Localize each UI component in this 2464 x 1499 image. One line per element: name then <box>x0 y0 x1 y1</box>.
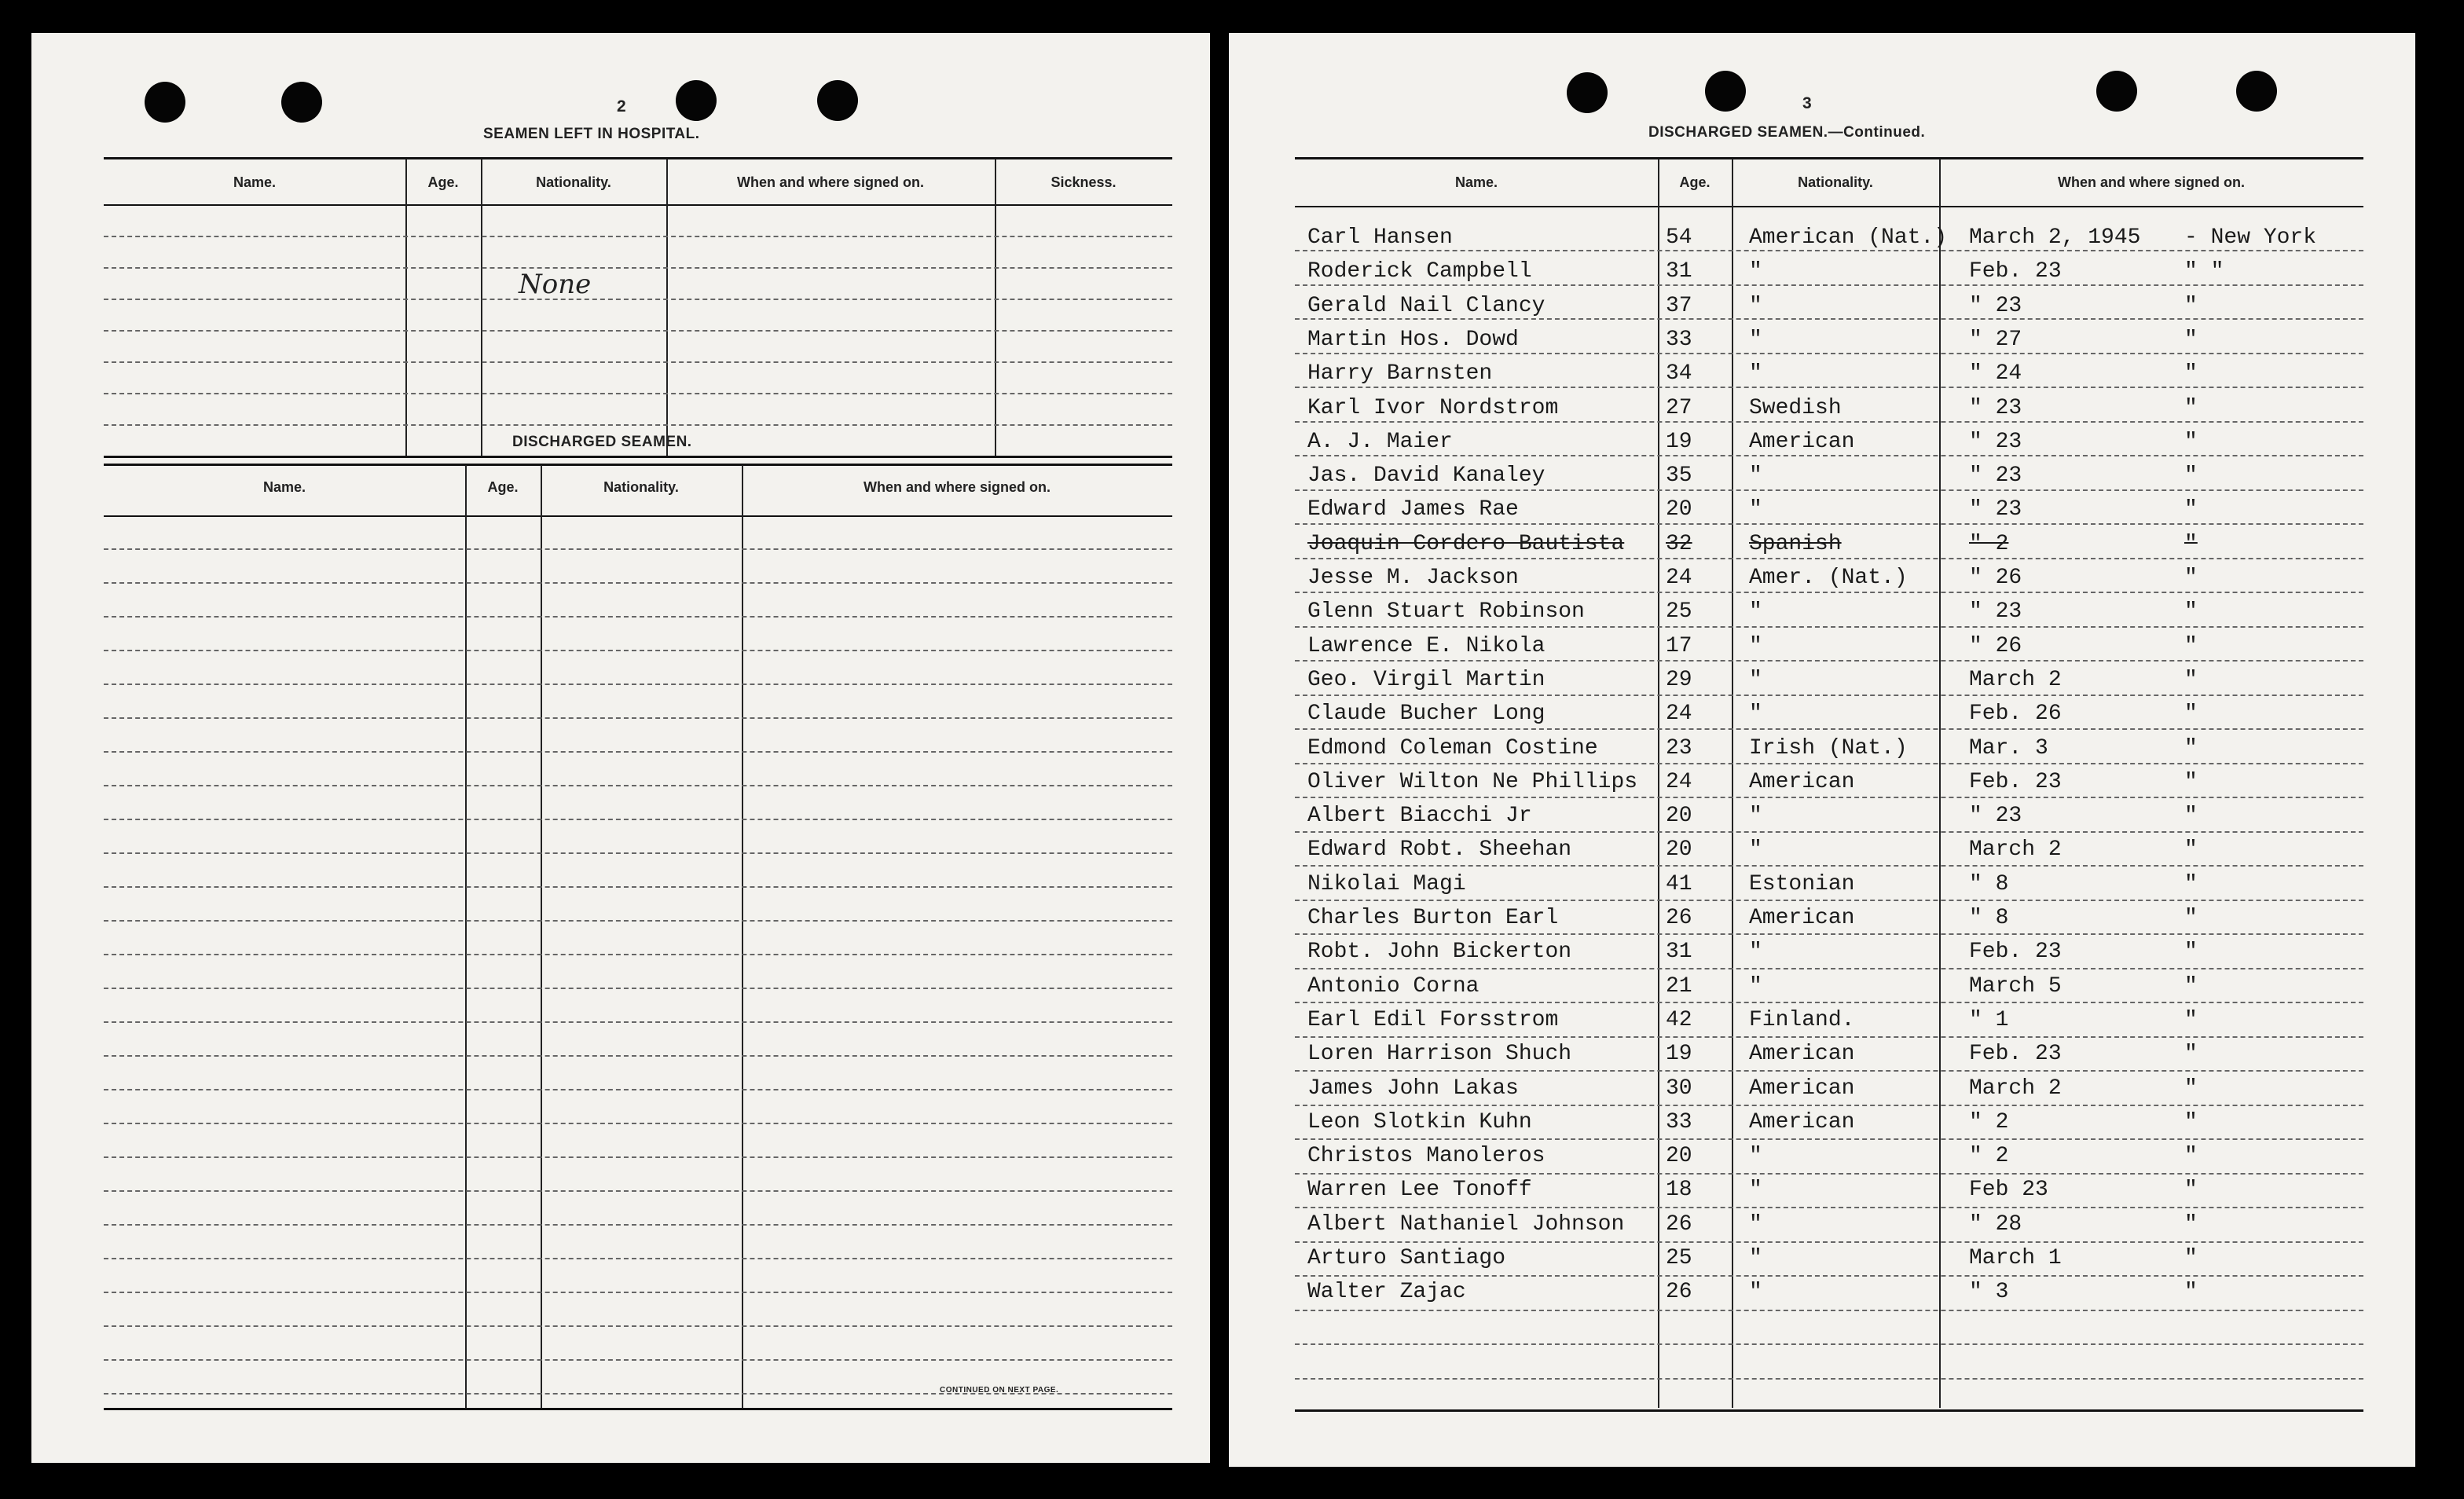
row-when: Feb. 23 <box>1969 940 2062 965</box>
column-divider <box>1658 159 1659 1408</box>
table-rule <box>104 204 1172 206</box>
row-when: Feb 23 <box>1969 1178 2048 1203</box>
ruled-line <box>104 616 1172 618</box>
ruled-line <box>104 582 1172 584</box>
row-age: 20 <box>1666 1144 1692 1169</box>
ruled-line <box>104 717 1172 719</box>
ruled-line <box>104 1190 1172 1192</box>
row-age: 30 <box>1666 1076 1692 1101</box>
row-name: Loren Harrison Shuch <box>1307 1042 1572 1067</box>
row-when: March 2 <box>1969 1076 2062 1101</box>
discharged-col-age: Age. <box>487 479 519 495</box>
discharged-col-signed-on: When and where signed on. <box>863 479 1051 495</box>
ruled-line <box>104 1021 1172 1023</box>
row-nationality: American <box>1749 906 1855 930</box>
row-when: " 1 <box>1969 1007 2009 1032</box>
hospital-entry-none: None <box>519 269 592 300</box>
row-when: " 23 <box>1969 395 2022 420</box>
row-when: " 26 <box>1969 633 2022 658</box>
row-nationality: " <box>1749 633 1762 658</box>
row-name: Jesse M. Jackson <box>1307 566 1519 590</box>
ruled-line <box>1295 900 2363 901</box>
ruled-line <box>104 785 1172 786</box>
row-name: Carl Hansen <box>1307 225 1453 250</box>
row-name: Geo. Virgil Martin <box>1307 667 1546 692</box>
ruled-line <box>104 920 1172 922</box>
ruled-line <box>1295 318 2363 320</box>
row-where: " <box>2184 667 2198 692</box>
hospital-col-signed-on: When and where signed on. <box>736 174 925 190</box>
row-name: Antonio Corna <box>1307 973 1480 999</box>
row-name: Edward Robt. Sheehan <box>1307 837 1572 863</box>
row-name: Jas. David Kanaley <box>1307 464 1546 489</box>
column-divider <box>666 159 668 456</box>
ruled-line <box>1295 728 2363 730</box>
row-nationality: Swedish <box>1749 395 1842 420</box>
row-when: " 23 <box>1969 464 2022 489</box>
row-when: " 2 <box>1969 1144 2009 1169</box>
row-nationality: " <box>1749 667 1762 692</box>
row-where: " <box>2184 566 2198 590</box>
row-age: 37 <box>1666 293 1692 318</box>
row-age: 31 <box>1666 259 1692 284</box>
ruled-line <box>1295 250 2363 251</box>
table-rule <box>1295 157 2363 159</box>
continued-footer: CONTINUED ON NEXT PAGE. <box>940 1386 1059 1395</box>
row-when: " 23 <box>1969 804 2022 829</box>
punch-hole <box>2236 71 2277 112</box>
ruled-line <box>104 299 1172 300</box>
row-when: Feb. 26 <box>1969 702 2062 727</box>
table-rule <box>104 464 1172 466</box>
row-where: " <box>2184 464 2198 489</box>
row-nationality: Estonian <box>1749 871 1855 896</box>
row-age: 24 <box>1666 566 1692 590</box>
column-divider <box>995 159 996 456</box>
ruled-line <box>1295 558 2363 559</box>
row-when: " 23 <box>1969 293 2022 318</box>
row-name: Albert Biacchi Jr <box>1307 804 1532 829</box>
row-when: " 26 <box>1969 566 2022 590</box>
row-name: James John Lakas <box>1307 1076 1519 1101</box>
row-name: Albert Nathaniel Johnson <box>1307 1211 1625 1237</box>
ruled-line <box>1295 1002 2363 1003</box>
row-age: 24 <box>1666 769 1692 794</box>
row-nationality: " <box>1749 327 1762 352</box>
right-page <box>1229 33 2415 1467</box>
row-nationality: " <box>1749 464 1762 489</box>
ruled-line <box>1295 284 2363 286</box>
row-when: " 23 <box>1969 599 2022 625</box>
row-where: " <box>2184 633 2198 658</box>
row-nationality: American (Nat.) <box>1749 225 1948 250</box>
ruled-line <box>104 751 1172 753</box>
column-divider <box>1732 159 1733 1408</box>
row-age: 31 <box>1666 940 1692 965</box>
row-age: 26 <box>1666 1211 1692 1237</box>
row-nationality: " <box>1749 837 1762 863</box>
ruled-line <box>1295 1275 2363 1277</box>
hospital-col-name: Name. <box>233 174 277 190</box>
row-nationality: " <box>1749 259 1762 284</box>
table-rule <box>104 515 1172 517</box>
column-divider <box>465 465 467 1408</box>
row-nationality: " <box>1749 1246 1762 1270</box>
ruled-line <box>104 650 1172 651</box>
ruled-line <box>104 267 1172 269</box>
column-divider <box>481 159 482 456</box>
row-age: 25 <box>1666 1246 1692 1270</box>
row-age: 35 <box>1666 464 1692 489</box>
row-nationality: " <box>1749 599 1762 625</box>
row-nationality: Finland. <box>1749 1007 1855 1032</box>
row-name: Arturo Santiago <box>1307 1246 1506 1270</box>
ruled-line <box>104 361 1172 363</box>
punch-hole <box>1705 71 1746 112</box>
ruled-line <box>104 1224 1172 1226</box>
row-nationality: American <box>1749 1042 1855 1067</box>
ruled-line <box>1295 968 2363 969</box>
row-age: 54 <box>1666 225 1692 250</box>
row-age: 20 <box>1666 804 1692 829</box>
row-nationality: " <box>1749 361 1762 387</box>
left-page <box>31 33 1210 1463</box>
row-where: " <box>2184 1007 2198 1032</box>
row-nationality: " <box>1749 1211 1762 1237</box>
row-when: March 2 <box>1969 667 2062 692</box>
row-name: Edmond Coleman Costine <box>1307 735 1598 760</box>
row-when: March 5 <box>1969 973 2062 999</box>
row-where: " <box>2184 735 2198 760</box>
punch-hole <box>145 82 185 123</box>
row-where: " <box>2184 1076 2198 1101</box>
row-age: 23 <box>1666 735 1692 760</box>
ruled-line <box>104 886 1172 888</box>
row-when: " 3 <box>1969 1280 2009 1305</box>
row-nationality: " <box>1749 804 1762 829</box>
table-rule <box>1295 1409 2363 1412</box>
row-where: " <box>2184 497 2198 522</box>
punch-hole <box>676 80 717 121</box>
ruled-line <box>1295 626 2363 628</box>
row-age: 33 <box>1666 327 1692 352</box>
row-when: " 8 <box>1969 871 2009 896</box>
row-age: 26 <box>1666 906 1692 930</box>
row-where: " <box>2184 769 2198 794</box>
row-name: Roderick Campbell <box>1307 259 1532 284</box>
ruled-line <box>104 819 1172 820</box>
ruled-line <box>1295 592 2363 593</box>
row-where: " <box>2184 1109 2198 1134</box>
row-age: 29 <box>1666 667 1692 692</box>
row-age: 42 <box>1666 1007 1692 1032</box>
row-age: 26 <box>1666 1280 1692 1305</box>
column-divider <box>1939 159 1941 1408</box>
row-nationality: American <box>1749 769 1855 794</box>
ruled-line <box>1295 695 2363 696</box>
row-where: " <box>2184 327 2198 352</box>
hospital-col-age: Age. <box>427 174 459 190</box>
row-name: Walter Zajac <box>1307 1280 1466 1305</box>
column-divider <box>541 465 542 1408</box>
row-where: " <box>2184 599 2198 625</box>
ruled-line <box>1295 523 2363 525</box>
row-when: " 27 <box>1969 327 2022 352</box>
ruled-line <box>104 1156 1172 1158</box>
row-when: March 2 <box>1969 837 2062 863</box>
col-nationality: Nationality. <box>1798 174 1873 190</box>
row-where: " <box>2184 429 2198 454</box>
ruled-line <box>104 1055 1172 1057</box>
table-rule <box>104 157 1172 159</box>
ruled-line <box>1295 1036 2363 1038</box>
row-when: Feb. 23 <box>1969 259 2062 284</box>
row-nationality: Amer. (Nat.) <box>1749 566 1908 590</box>
row-where: " <box>2184 804 2198 829</box>
ruled-line <box>104 424 1172 426</box>
ruled-line <box>104 954 1172 955</box>
punch-hole <box>1567 72 1608 113</box>
hospital-col-sickness: Sickness. <box>1050 174 1116 190</box>
row-nationality: " <box>1749 497 1762 522</box>
row-where: " <box>2184 973 2198 999</box>
table-rule <box>104 1408 1172 1410</box>
row-where: " <box>2184 1246 2198 1270</box>
ruled-line <box>1295 489 2363 491</box>
row-age: 19 <box>1666 1042 1692 1067</box>
row-nationality: " <box>1749 973 1762 999</box>
row-nationality: American <box>1749 1109 1855 1134</box>
ruled-line <box>1295 353 2363 354</box>
row-when: March 2, 1945 <box>1969 225 2141 250</box>
row-age: 41 <box>1666 871 1692 896</box>
row-age: 17 <box>1666 633 1692 658</box>
ruled-line <box>104 988 1172 989</box>
row-where: - New York <box>2184 225 2317 250</box>
row-when: " 8 <box>1969 906 2009 930</box>
row-where: " <box>2184 940 2198 965</box>
ruled-line <box>104 1089 1172 1090</box>
ruled-line <box>1295 660 2363 662</box>
row-where: " <box>2184 293 2198 318</box>
row-age: 32 <box>1666 531 1692 556</box>
row-when: Feb. 23 <box>1969 1042 2062 1067</box>
row-age: 34 <box>1666 361 1692 387</box>
row-when: " 2 <box>1969 531 2009 556</box>
ruled-line <box>104 236 1172 237</box>
ruled-line <box>1295 933 2363 935</box>
discharged-col-nationality: Nationality. <box>603 479 679 495</box>
row-when: " 24 <box>1969 361 2022 387</box>
row-when: " 28 <box>1969 1211 2022 1237</box>
row-age: 27 <box>1666 395 1692 420</box>
row-where: " <box>2184 906 2198 930</box>
row-name: Martin Hos. Dowd <box>1307 327 1519 352</box>
row-name: Earl Edil Forsstrom <box>1307 1007 1559 1032</box>
ruled-line <box>1295 1378 2363 1380</box>
ruled-line <box>1295 797 2363 798</box>
ruled-line <box>1295 1207 2363 1208</box>
row-name: Leon Slotkin Kuhn <box>1307 1109 1532 1134</box>
row-name: Joaquin Cordero Bautista <box>1307 531 1625 556</box>
row-where: " " <box>2184 259 2224 284</box>
row-when: Mar. 3 <box>1969 735 2048 760</box>
ruled-line <box>1295 1173 2363 1175</box>
row-where: " <box>2184 1211 2198 1237</box>
row-nationality: Irish (Nat.) <box>1749 735 1908 760</box>
ruled-line <box>104 1292 1172 1293</box>
row-nationality: American <box>1749 429 1855 454</box>
row-name: Christos Manoleros <box>1307 1144 1546 1169</box>
col-name: Name. <box>1454 174 1498 190</box>
row-where: " <box>2184 837 2198 863</box>
row-name: Harry Barnsten <box>1307 361 1493 387</box>
table-rule <box>1295 206 2363 207</box>
row-name: Charles Burton Earl <box>1307 906 1559 930</box>
page-number: 2 <box>617 97 626 115</box>
ruled-line <box>1295 455 2363 456</box>
ruled-line <box>104 1123 1172 1124</box>
ruled-line <box>1295 865 2363 867</box>
row-where: " <box>2184 531 2198 556</box>
row-where: " <box>2184 702 2198 727</box>
row-where: " <box>2184 1144 2198 1169</box>
punch-hole <box>2096 71 2137 112</box>
ruled-line <box>104 852 1172 854</box>
row-nationality: Spanish <box>1749 531 1842 556</box>
row-age: 21 <box>1666 973 1692 999</box>
row-age: 19 <box>1666 429 1692 454</box>
row-where: " <box>2184 1178 2198 1203</box>
row-name: Lawrence E. Nikola <box>1307 633 1546 658</box>
row-nationality: " <box>1749 940 1762 965</box>
hospital-col-nationality: Nationality. <box>536 174 611 190</box>
punch-hole <box>281 82 322 123</box>
row-where: " <box>2184 871 2198 896</box>
ruled-line <box>104 684 1172 685</box>
row-nationality: " <box>1749 293 1762 318</box>
discharged-continued-title: DISCHARGED SEAMEN.—Continued. <box>1648 124 1926 141</box>
ruled-line <box>1295 831 2363 833</box>
hospital-section-title: SEAMEN LEFT IN HOSPITAL. <box>483 126 700 142</box>
row-name: Warren Lee Tonoff <box>1307 1178 1532 1203</box>
ruled-line <box>1295 1343 2363 1345</box>
column-divider <box>742 465 743 1408</box>
ruled-line <box>1295 1310 2363 1311</box>
table-rule <box>104 456 1172 458</box>
row-name: Robt. John Bickerton <box>1307 940 1572 965</box>
row-nationality: American <box>1749 1076 1855 1101</box>
row-name: Karl Ivor Nordstrom <box>1307 395 1559 420</box>
row-name: A. J. Maier <box>1307 429 1453 454</box>
column-divider <box>405 159 407 456</box>
ruled-line <box>1295 1070 2363 1072</box>
row-name: Gerald Nail Clancy <box>1307 293 1546 318</box>
ruled-line <box>104 548 1172 550</box>
row-name: Edward James Rae <box>1307 497 1519 522</box>
ruled-line <box>104 330 1172 332</box>
ruled-line <box>1295 1138 2363 1140</box>
ruled-line <box>1295 1105 2363 1106</box>
discharged-col-name: Name. <box>262 479 306 495</box>
ruled-line <box>1295 763 2363 764</box>
row-name: Claude Bucher Long <box>1307 702 1546 727</box>
ruled-line <box>104 393 1172 394</box>
row-nationality: " <box>1749 1144 1762 1169</box>
col-age: Age. <box>1679 174 1710 190</box>
ruled-line <box>1295 387 2363 388</box>
ruled-line <box>104 1258 1172 1259</box>
ruled-line <box>1295 421 2363 423</box>
punch-hole <box>817 80 858 121</box>
row-where: " <box>2184 1280 2198 1305</box>
row-age: 18 <box>1666 1178 1692 1203</box>
discharged-section-title: DISCHARGED SEAMEN. <box>512 434 692 450</box>
row-where: " <box>2184 361 2198 387</box>
page-number: 3 <box>1802 94 1812 112</box>
row-age: 20 <box>1666 837 1692 863</box>
row-when: March 1 <box>1969 1246 2062 1270</box>
row-age: 33 <box>1666 1109 1692 1134</box>
row-nationality: " <box>1749 1178 1762 1203</box>
row-name: Nikolai Magi <box>1307 871 1466 896</box>
row-name: Oliver Wilton Ne Phillips <box>1307 769 1638 794</box>
row-where: " <box>2184 1042 2198 1067</box>
row-when: Feb. 23 <box>1969 769 2062 794</box>
ruled-line <box>1295 1241 2363 1243</box>
row-name: Glenn Stuart Robinson <box>1307 599 1585 625</box>
row-age: 20 <box>1666 497 1692 522</box>
row-nationality: " <box>1749 702 1762 727</box>
row-nationality: " <box>1749 1280 1762 1305</box>
ruled-line <box>104 1359 1172 1361</box>
row-where: " <box>2184 395 2198 420</box>
row-when: " 23 <box>1969 429 2022 454</box>
row-age: 24 <box>1666 702 1692 727</box>
ruled-line <box>104 1325 1172 1327</box>
row-when: " 2 <box>1969 1109 2009 1134</box>
row-age: 25 <box>1666 599 1692 625</box>
col-signed-on: When and where signed on. <box>2057 174 2246 190</box>
row-when: " 23 <box>1969 497 2022 522</box>
